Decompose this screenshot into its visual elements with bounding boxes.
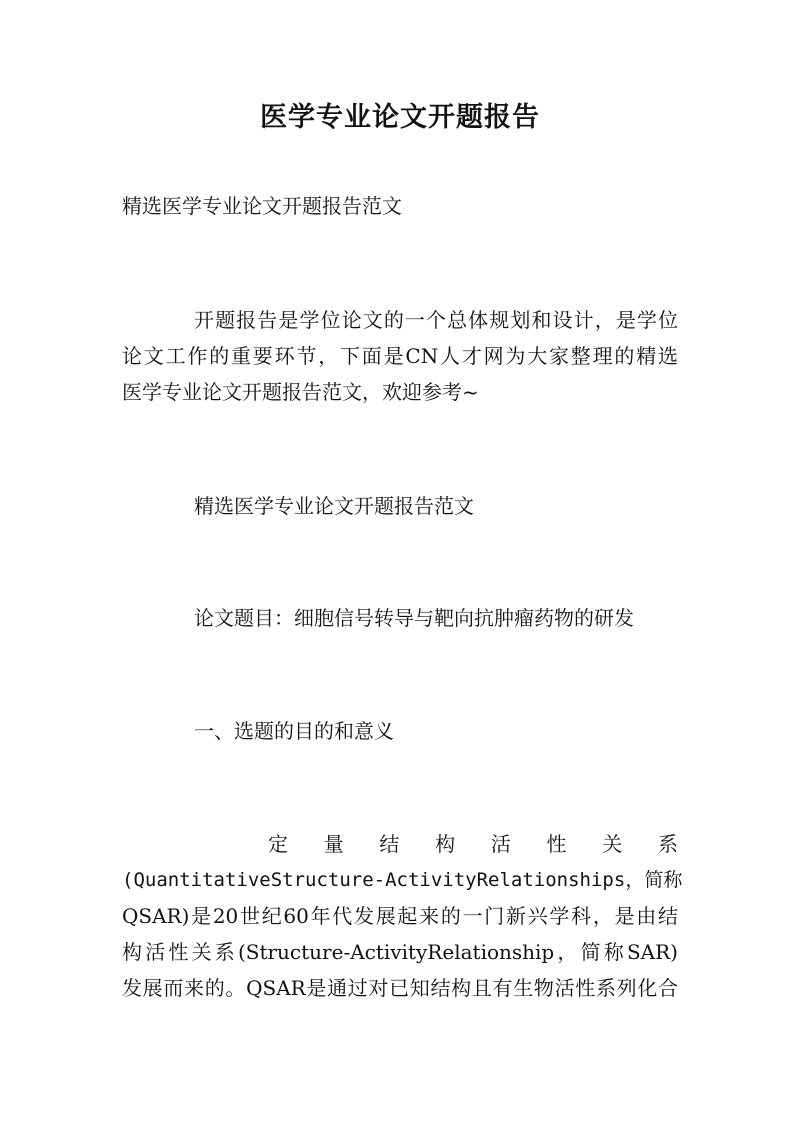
intro-line-3: 医学专业论文开题报告范文，欢迎参考~ (122, 380, 479, 404)
intro-line-2: 论文工作的重要环节，下面是CN人才网为大家整理的精选 (122, 344, 678, 368)
body-line-2: (QuantitativeStructure-ActivityRelationships，简称 (122, 869, 683, 891)
thesis-topic: 论文题目：细胞信号转导与靶向抗肿瘤药物的研发 (194, 606, 634, 630)
intro-line-1: 开题报告是学位论文的一个总体规划和设计，是学位 (194, 308, 678, 332)
section-one-heading: 一、选题的目的和意义 (194, 719, 394, 743)
body-line-3: QSAR)是20世纪60年代发展起来的一门新兴学科，是由结 (122, 904, 678, 928)
section-heading: 精选医学专业论文开题报告范文 (194, 494, 474, 518)
body-line-1: 定 量 结 构 活 性 关 系 (268, 832, 678, 856)
document-title: 医学专业论文开题报告 (260, 102, 540, 133)
body-line-4: 构活性关系(Structure-ActivityRelationship，简称SAR) (122, 940, 678, 964)
body-line-5: 发展而来的。QSAR是通过对已知结构且有生物活性系列化合 (122, 976, 678, 1000)
document-subtitle: 精选医学专业论文开题报告范文 (122, 194, 402, 218)
